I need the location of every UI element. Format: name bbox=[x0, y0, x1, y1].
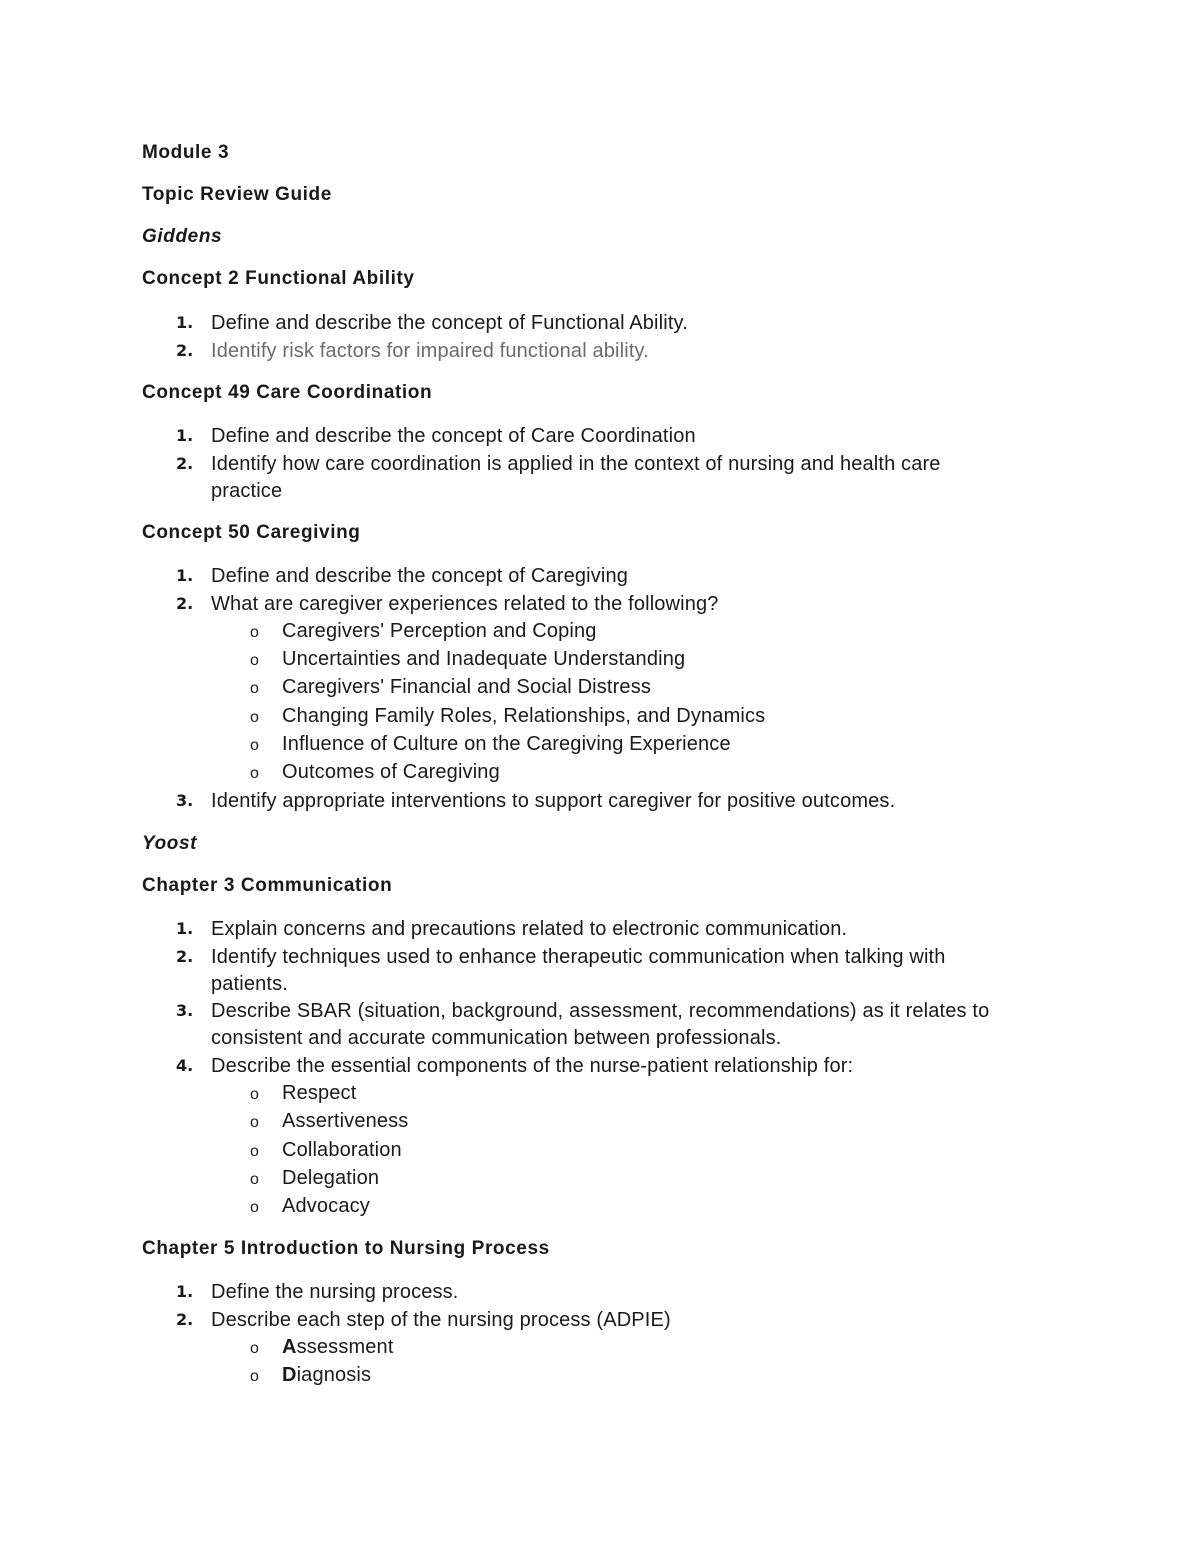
list-item: Explain concerns and precautions related to electronic communication. bbox=[211, 918, 848, 940]
sub-list-item: Uncertainties and Inadequate Understanding bbox=[282, 648, 686, 670]
bullet-icon: o bbox=[250, 680, 259, 697]
sub-list-item: Advocacy bbox=[282, 1195, 370, 1217]
list-item: Define and describe the concept of Care Coordination bbox=[211, 425, 696, 447]
bullet-icon: o bbox=[250, 709, 259, 726]
list-number: 2. bbox=[176, 947, 194, 966]
bullet-icon: o bbox=[250, 1340, 259, 1357]
bullet-icon: o bbox=[250, 1086, 259, 1103]
bullet-icon: o bbox=[250, 1143, 259, 1160]
list-number: 3. bbox=[176, 1001, 194, 1020]
list-item: What are caregiver experiences related to the following? bbox=[211, 593, 719, 615]
concept-49-heading: Concept 49 Care Coordination bbox=[142, 382, 433, 403]
list-item: Describe the essential components of the nurse-patient relationship for: bbox=[211, 1055, 854, 1077]
list-item: Describe SBAR (situation, background, assessment, recommendations) as it relates to bbox=[211, 1000, 990, 1022]
bullet-icon: o bbox=[250, 737, 259, 754]
list-item-continuation: practice bbox=[211, 480, 283, 502]
document-title: Module 3 bbox=[142, 142, 230, 163]
list-item-continuation: patients. bbox=[211, 973, 288, 995]
list-number: 1. bbox=[176, 919, 194, 938]
bullet-icon: o bbox=[250, 1368, 259, 1385]
step-rest: ssessment bbox=[296, 1336, 394, 1358]
list-number: 4. bbox=[176, 1056, 194, 1075]
sub-list-item: Caregivers' Financial and Social Distress bbox=[282, 676, 652, 698]
bullet-icon: o bbox=[250, 1171, 259, 1188]
sub-list-item-diagnosis bbox=[282, 1362, 371, 1388]
sub-list-item: Changing Family Roles, Relationships, and Dynamics bbox=[282, 705, 766, 727]
list-item: Describe each step of the nursing process (ADPIE) bbox=[211, 1309, 671, 1331]
concept-2-heading: Concept 2 Functional Ability bbox=[142, 268, 415, 289]
sub-list-item: Caregivers' Perception and Coping bbox=[282, 620, 597, 642]
list-number: 3. bbox=[176, 791, 194, 810]
sub-list-item: Delegation bbox=[282, 1167, 380, 1189]
step-initial: A bbox=[282, 1336, 297, 1358]
sub-list-item: Assertiveness bbox=[282, 1110, 409, 1132]
list-number: 2. bbox=[176, 594, 194, 613]
sub-list-item-assessment bbox=[282, 1334, 394, 1360]
document-subtitle: Topic Review Guide bbox=[142, 184, 332, 205]
section-heading-giddens: Giddens bbox=[142, 226, 223, 247]
chapter-5-heading: Chapter 5 Introduction to Nursing Process bbox=[142, 1238, 550, 1259]
list-item: Identify how care coordination is applied in the context of nursing and health care bbox=[211, 453, 941, 475]
list-item: Identify techniques used to enhance therapeutic communication when talking with bbox=[211, 946, 946, 968]
list-item-continuation: consistent and accurate communication between professionals. bbox=[211, 1027, 782, 1049]
sub-list-item: Respect bbox=[282, 1082, 357, 1104]
bullet-icon: o bbox=[250, 1114, 259, 1131]
bullet-icon: o bbox=[250, 1199, 259, 1216]
list-number: 1. bbox=[176, 1282, 194, 1301]
list-number: 1. bbox=[176, 566, 194, 585]
chapter-3-heading: Chapter 3 Communication bbox=[142, 875, 393, 896]
bullet-icon: o bbox=[250, 652, 259, 669]
sub-list-item: Outcomes of Caregiving bbox=[282, 761, 500, 783]
sub-list-item: Influence of Culture on the Caregiving Experience bbox=[282, 733, 731, 755]
list-number: 1. bbox=[176, 313, 194, 332]
step-rest: iagnosis bbox=[296, 1364, 372, 1386]
list-item: Define and describe the concept of Caregiving bbox=[211, 565, 629, 587]
list-number: 2. bbox=[176, 454, 194, 473]
list-number: 2. bbox=[176, 341, 194, 360]
section-heading-yoost: Yoost bbox=[142, 833, 198, 854]
list-item: Define and describe the concept of Functional Ability. bbox=[211, 312, 688, 334]
step-initial: D bbox=[282, 1364, 297, 1386]
list-number: 2. bbox=[176, 1310, 194, 1329]
list-item: Define the nursing process. bbox=[211, 1281, 459, 1303]
list-number: 1. bbox=[176, 426, 194, 445]
bullet-icon: o bbox=[250, 624, 259, 641]
concept-50-heading: Concept 50 Caregiving bbox=[142, 522, 361, 543]
list-item: Identify appropriate interventions to support caregiver for positive outcomes. bbox=[211, 790, 896, 812]
sub-list-item: Collaboration bbox=[282, 1139, 402, 1161]
bullet-icon: o bbox=[250, 765, 259, 782]
list-item: Identify risk factors for impaired functional ability. bbox=[211, 340, 649, 362]
